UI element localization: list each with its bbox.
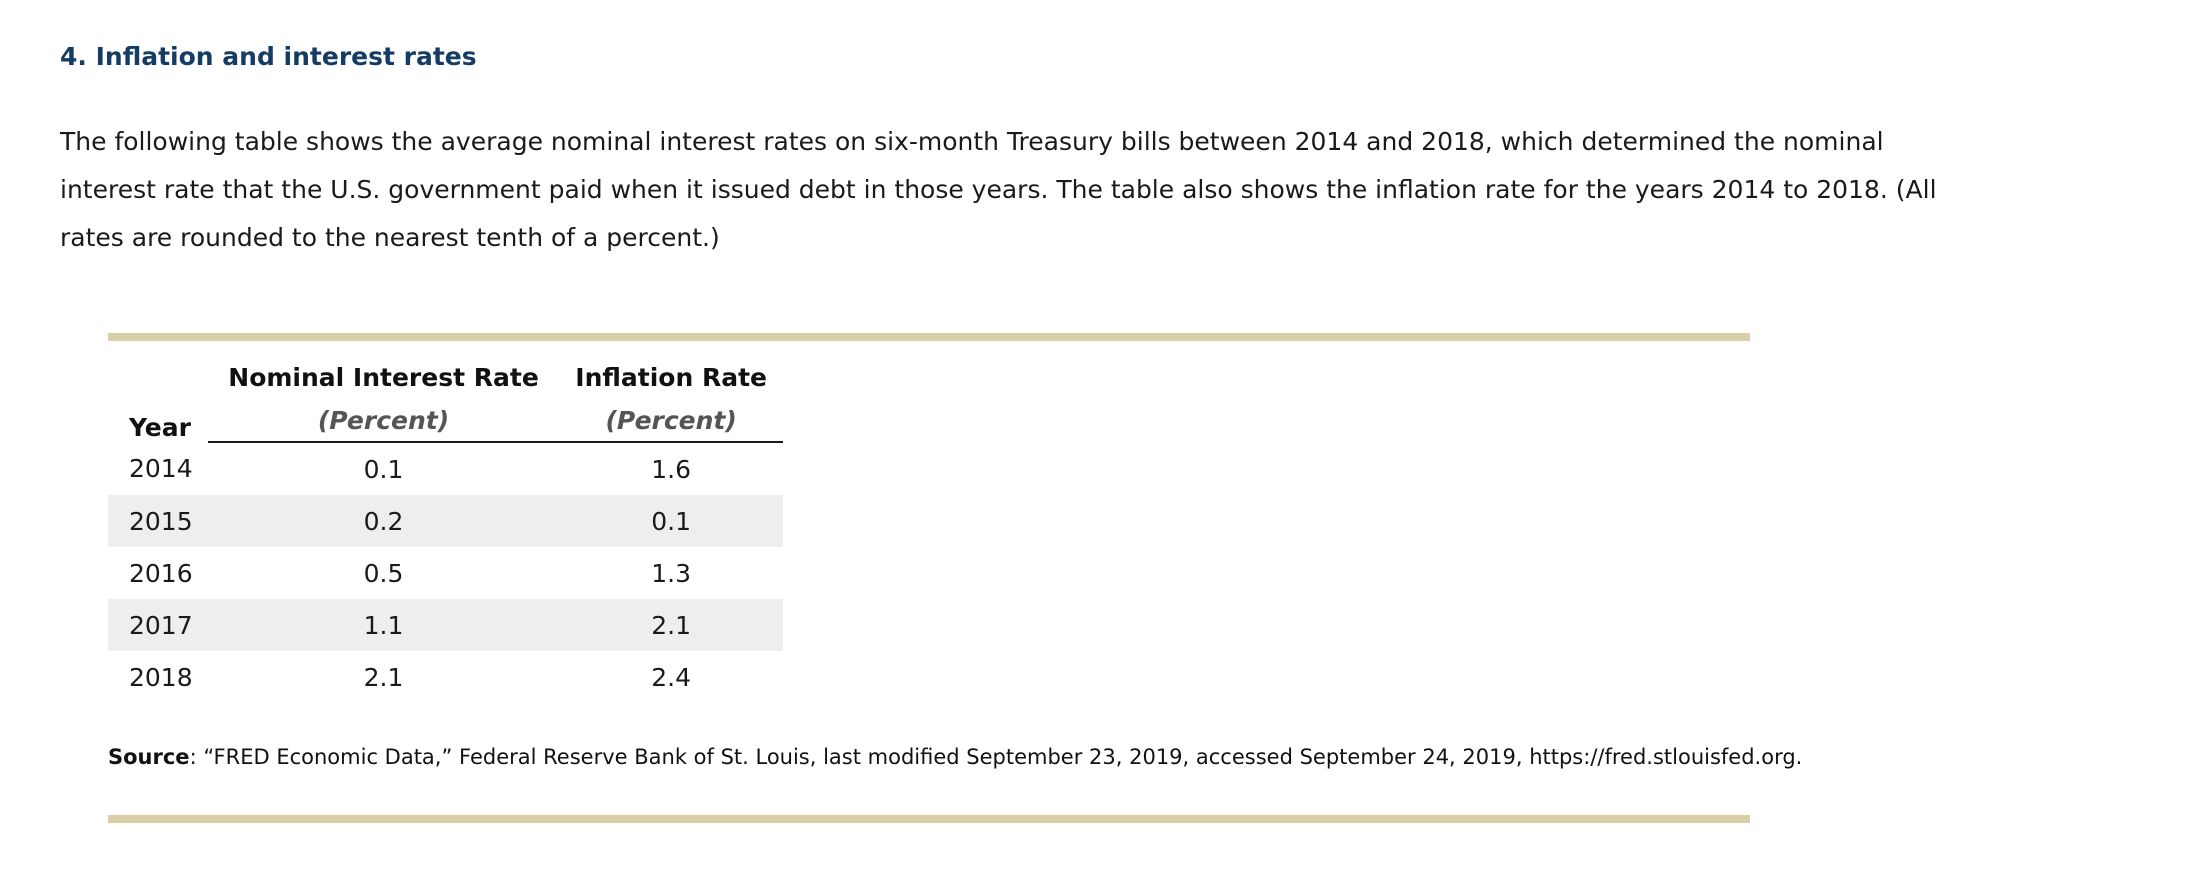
header-row: [108, 355, 783, 399]
source-text: : “FRED Economic Data,” Federal Reserve Bank of St. Louis, last modified September 23, 2019, accessed September 24, 2019, https://fred.stlouisfed.org.: [189, 745, 1803, 769]
inflation-rate-cell: 2.4: [651, 662, 692, 692]
nominal-rate-cell: 0.5: [363, 558, 404, 588]
nominal-rate-cell: 2.1: [363, 662, 404, 692]
table-container: [108, 333, 1803, 823]
year-cell: 2017: [108, 599, 208, 651]
nominal-rate-cell: 0.1: [363, 454, 404, 484]
nominal-rate-cell: 0.2: [208, 495, 560, 547]
year-header: Year: [129, 413, 191, 442]
table-row: [108, 599, 783, 651]
table-row: [108, 547, 783, 599]
units-row: [108, 399, 783, 442]
nominal-rate-unit: (Percent): [208, 399, 560, 442]
table-row: [108, 442, 783, 495]
rates-table: [108, 355, 783, 703]
year-cell: 2014: [129, 454, 193, 483]
inflation-rate-unit: (Percent): [559, 399, 783, 442]
year-cell: 2018: [129, 662, 193, 692]
inflation-rate-cell: 2.1: [559, 599, 783, 651]
inflation-rate-cell: 1.3: [651, 558, 692, 588]
source-note: [108, 745, 1803, 769]
intro-paragraph: The following table shows the average nominal interest rates on six-month Treasury bills between 2014 and 2018, which determined the nominal interest rate that the U.S. government paid when it issued debt in those years. The table also shows the inflation rate for the years 2014 to 2018. (All rates are rounded to the nearest tenth of a percent.): [60, 127, 1937, 252]
year-cell: 2015: [108, 495, 208, 547]
bottom-rule: [108, 815, 1750, 823]
inflation-rate-header: Inflation Rate: [575, 362, 768, 392]
table-row: [108, 651, 783, 703]
source-label: Source: [108, 745, 190, 769]
nominal-rate-cell: 1.1: [208, 599, 560, 651]
inflation-rate-cell: 0.1: [559, 495, 783, 547]
table-row: [108, 495, 783, 547]
section-title: 4. Inflation and interest rates: [60, 42, 477, 71]
nominal-rate-header: Nominal Interest Rate: [228, 362, 539, 392]
top-rule: [108, 333, 1750, 341]
inflation-rate-cell: 1.6: [651, 454, 692, 484]
year-cell: 2016: [129, 558, 193, 588]
